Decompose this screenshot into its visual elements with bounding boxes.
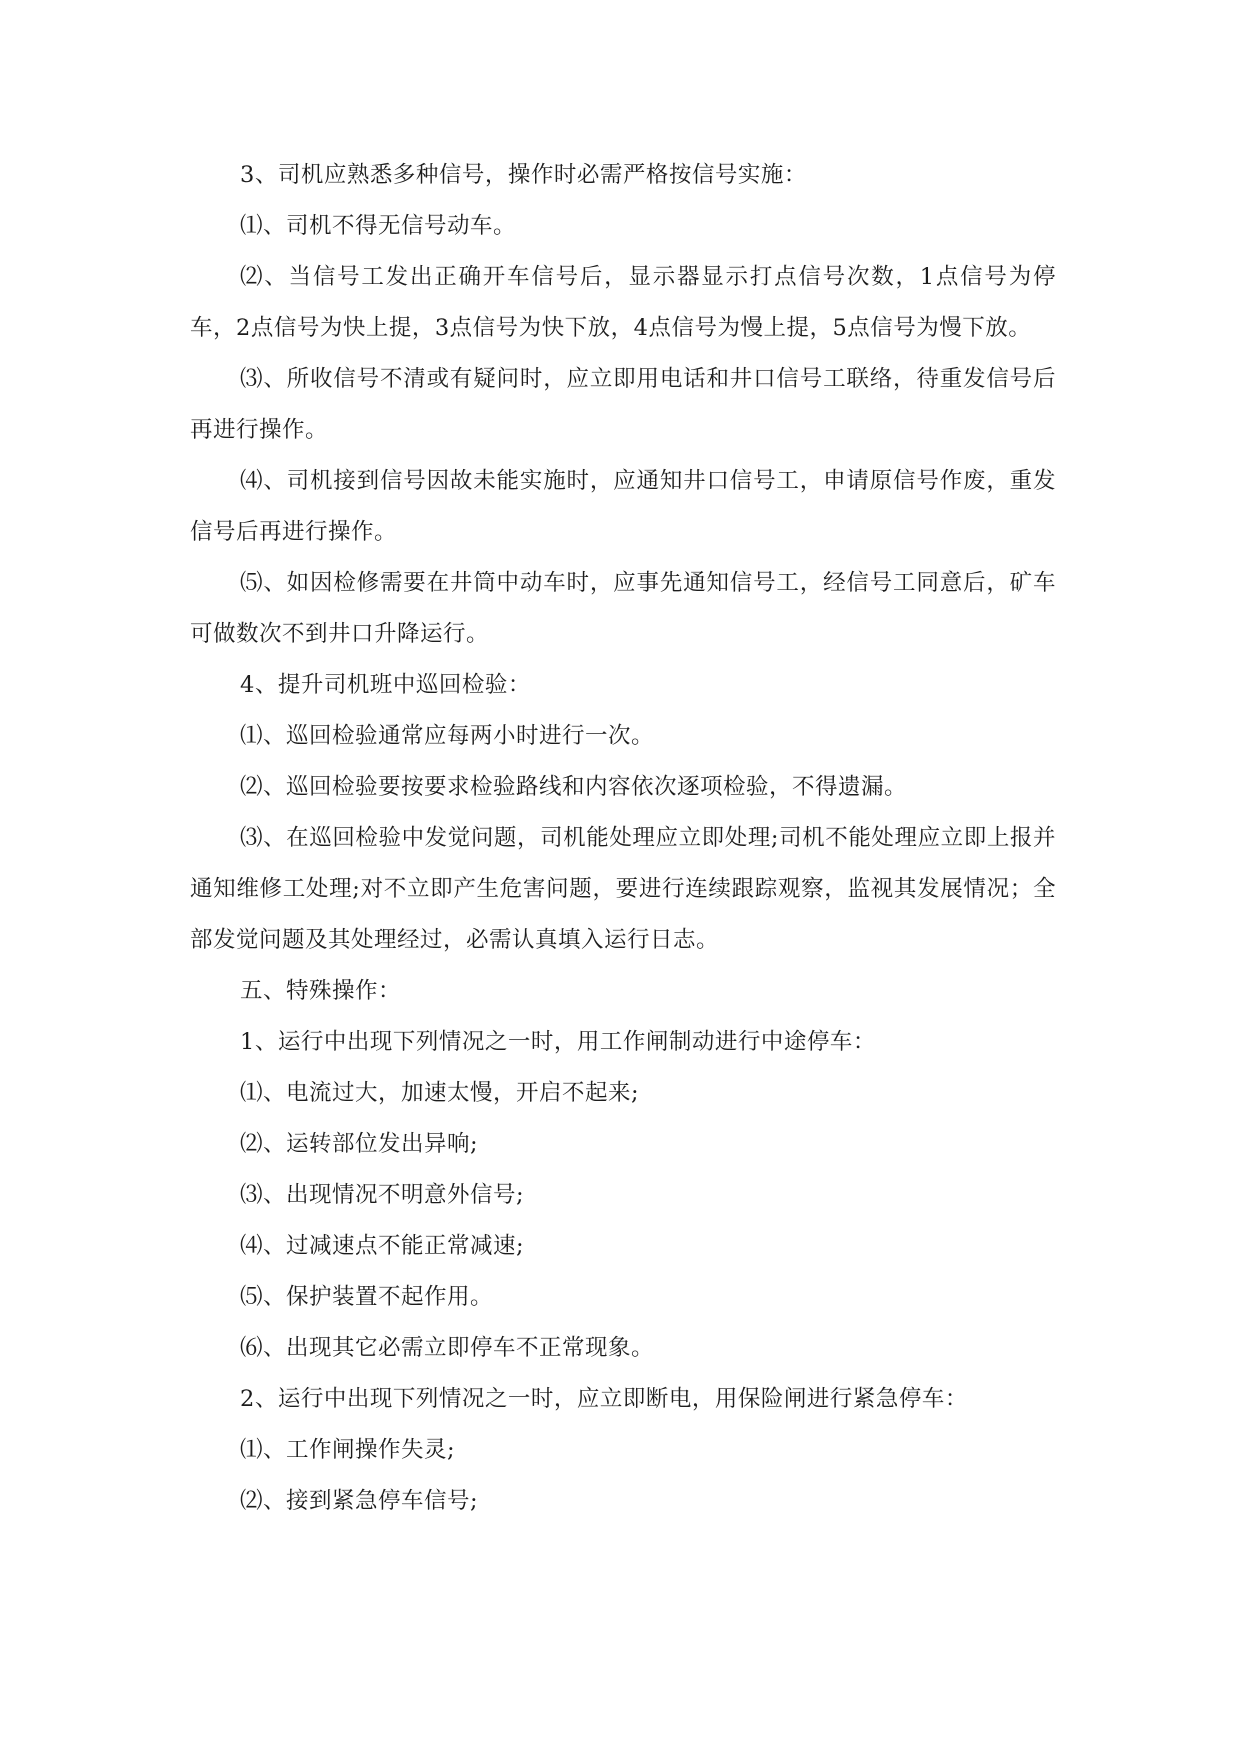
paragraph-15: ⑶、出现情况不明意外信号; xyxy=(240,1182,525,1208)
paragraph-1: 3、司机应熟悉多种信号，操作时必需严格按信号实施： xyxy=(240,162,807,188)
paragraph-7: 4、提升司机班中巡回检验： xyxy=(240,672,531,698)
paragraph-10: ⑶、在巡回检验中发觉问题，司机能处理应立即处理;司机不能处理应立即上报并通知维修工处理;对不立即产生危害问题，要进行连续跟踪观察，监视其发展情况；全部发觉问题及其处理经过，必需认真填入运行日志。 xyxy=(190,825,1056,953)
section-heading: 五、特殊操作： xyxy=(240,978,402,1004)
paragraph-3: ⑵、当信号工发出正确开车信号后，显示器显示打点信号次数，1点信号为停车，2点信号为快上提，3点信号为快下放，4点信号为慢上提，5点信号为慢下放。 xyxy=(190,264,1056,341)
paragraph-9: ⑵、巡回检验要按要求检验路线和内容依次逐项检验，不得遗漏。 xyxy=(240,774,908,800)
paragraph-14: ⑵、运转部位发出异响; xyxy=(240,1131,479,1157)
paragraph-2: ⑴、司机不得无信号动车。 xyxy=(240,213,517,239)
paragraph-4: ⑶、所收信号不清或有疑问时，应立即用电话和井口信号工联络，待重发信号后再进行操作。 xyxy=(190,366,1056,443)
paragraph-12: 1、运行中出现下列情况之一时，用工作闸制动进行中途停车： xyxy=(240,1029,876,1055)
paragraph-20: ⑴、工作闸操作失灵; xyxy=(240,1437,456,1463)
paragraph-6: ⑸、如因检修需要在井筒中动车时，应事先通知信号工，经信号工同意后，矿车可做数次不到井口升降运行。 xyxy=(190,570,1056,647)
paragraph-13: ⑴、电流过大，加速太慢，开启不起来; xyxy=(240,1080,640,1106)
paragraph-5: ⑷、司机接到信号因故未能实施时，应通知井口信号工，申请原信号作废，重发信号后再进行操作。 xyxy=(190,468,1056,545)
paragraph-18: ⑹、出现其它必需立即停车不正常现象。 xyxy=(240,1335,655,1361)
paragraph-17: ⑸、保护装置不起作用。 xyxy=(240,1284,494,1310)
paragraph-16: ⑷、过减速点不能正常减速; xyxy=(240,1233,525,1259)
paragraph-19: 2、运行中出现下列情况之一时，应立即断电，用保险闸进行紧急停车： xyxy=(240,1386,968,1412)
document-body xyxy=(190,150,1056,1527)
paragraph-8: ⑴、巡回检验通常应每两小时进行一次。 xyxy=(240,723,655,749)
paragraph-21: ⑵、接到紧急停车信号; xyxy=(240,1488,479,1514)
